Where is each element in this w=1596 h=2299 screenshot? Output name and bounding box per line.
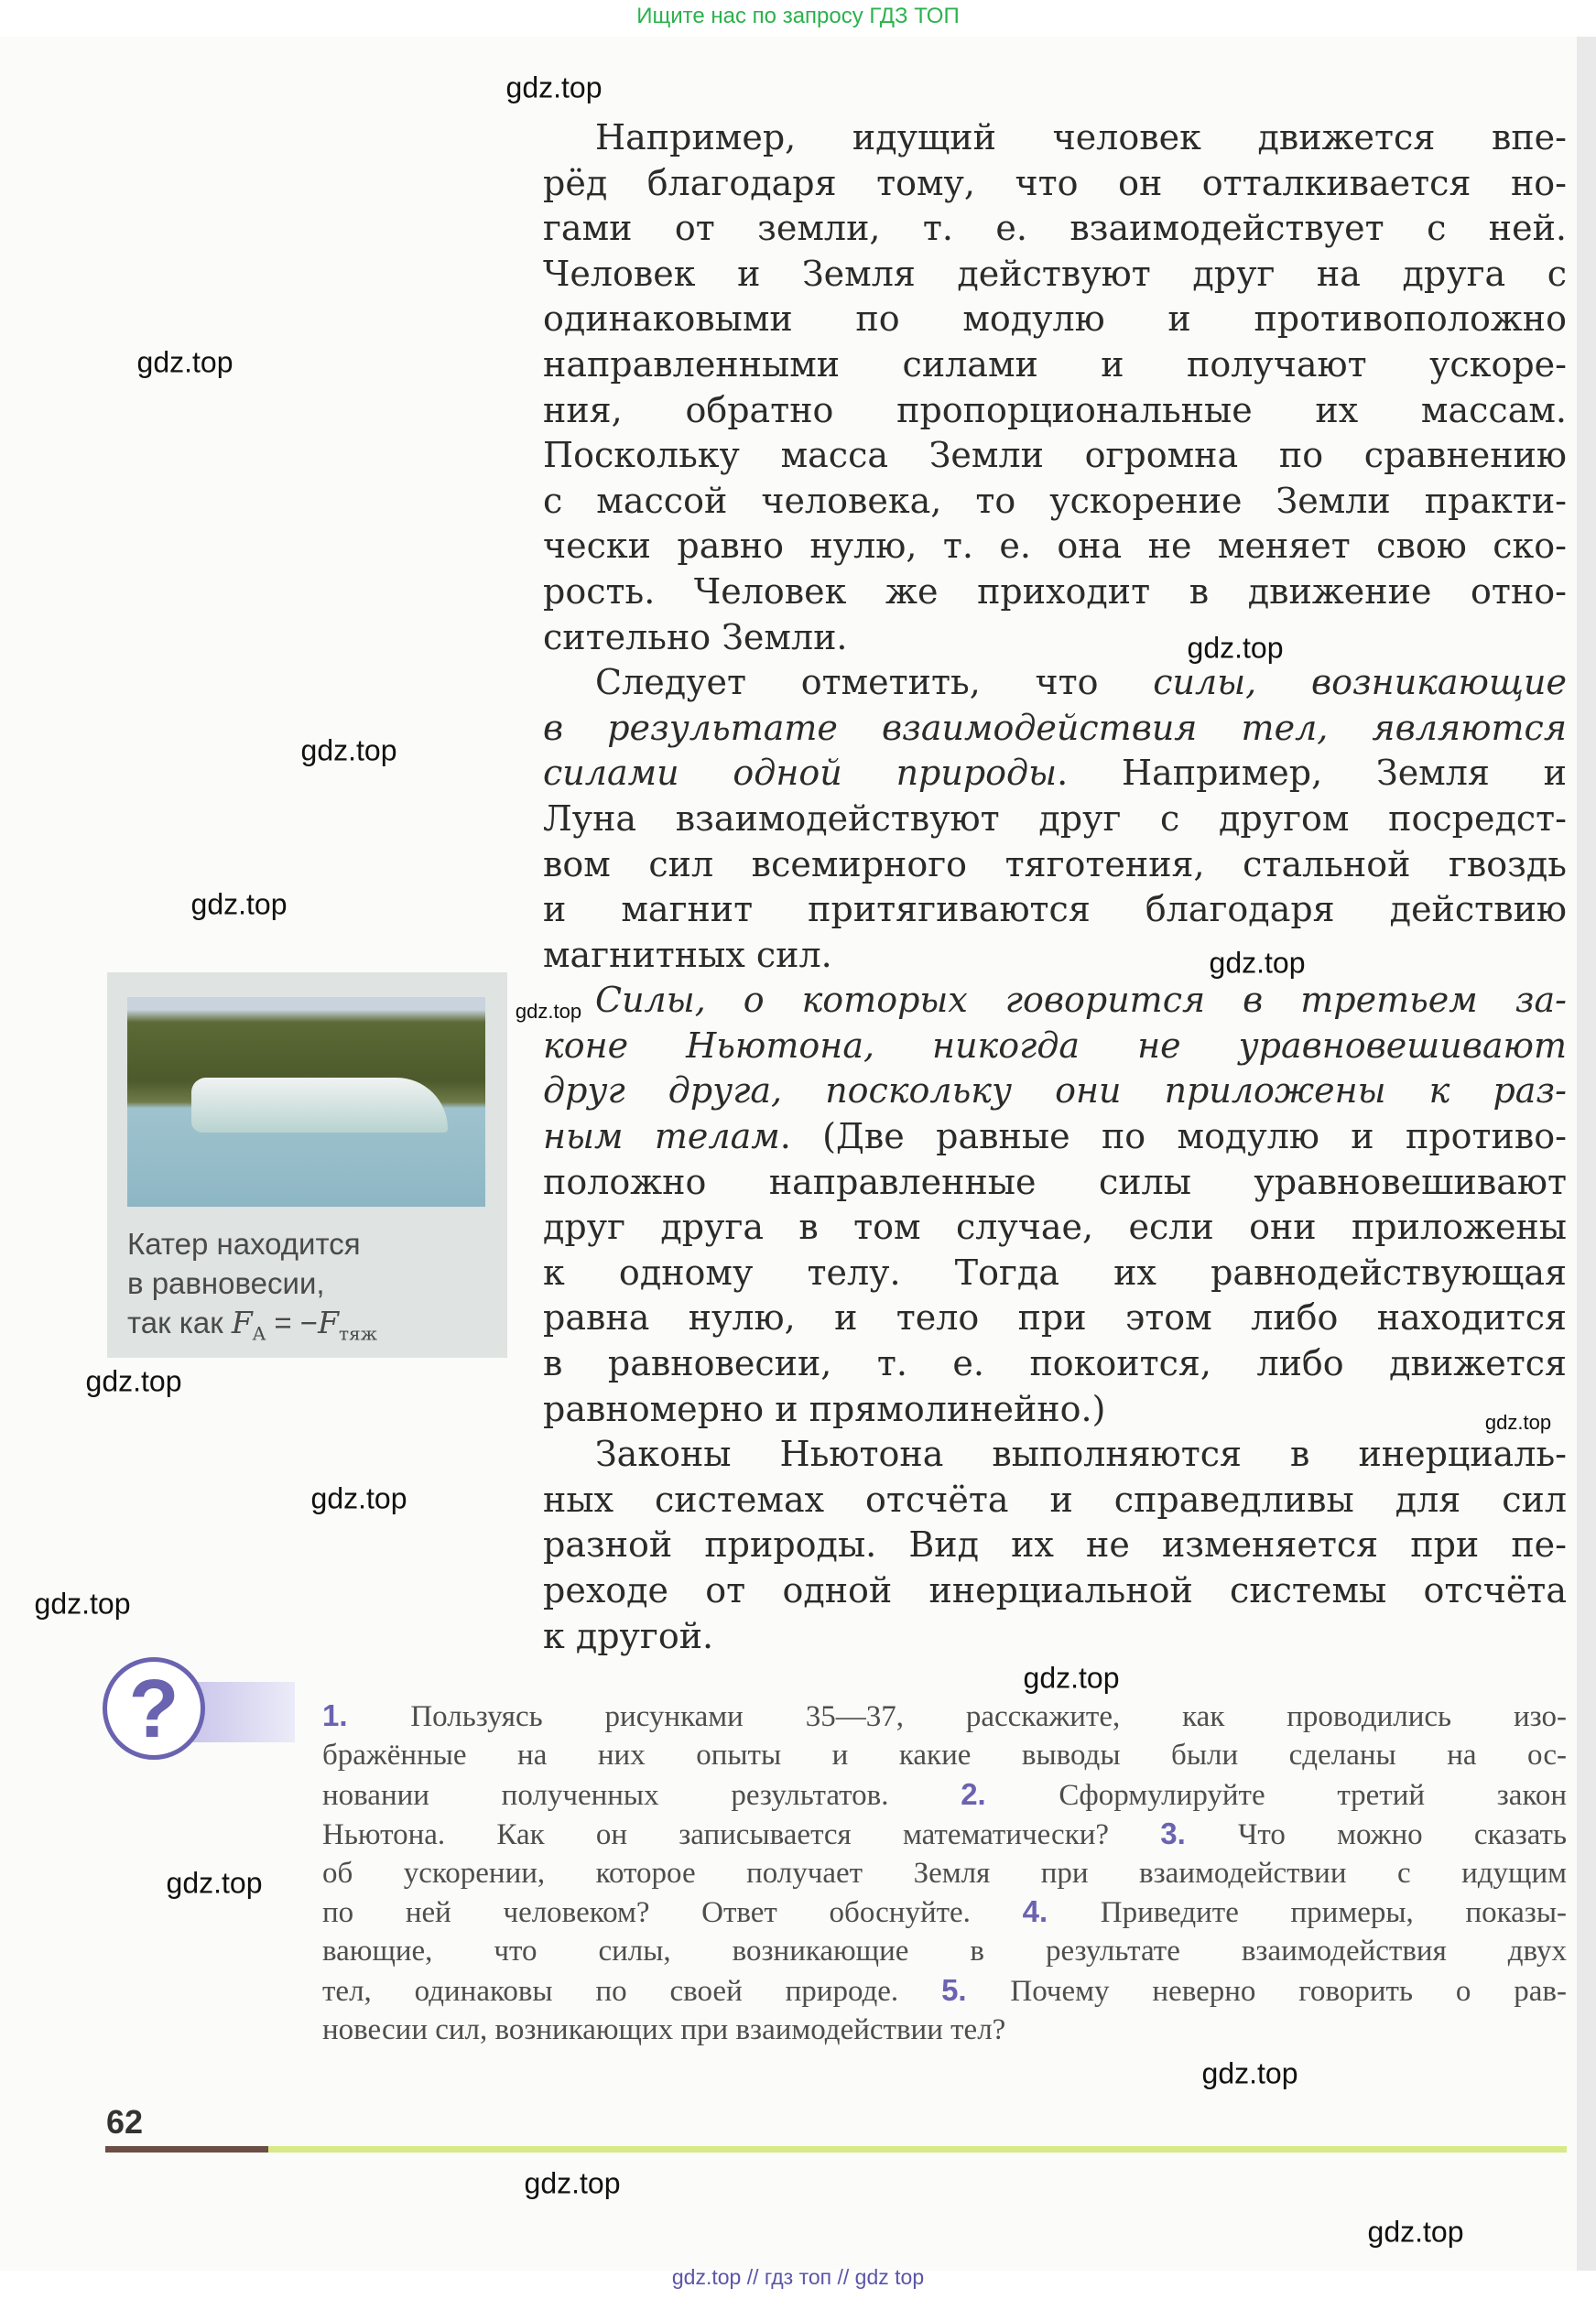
formula-sub: A	[252, 1322, 266, 1345]
formula-sub: тяж	[338, 1322, 378, 1345]
watermark: gdz.top	[166, 1866, 263, 1900]
text-line	[543, 933, 1567, 979]
text-line	[543, 1024, 1567, 1069]
text-line	[543, 706, 1567, 752]
footer-links[interactable]: gdz.top // гдз топ // gdz top	[671, 2265, 925, 2289]
text-segment: Приведите примеры, показы-	[1100, 1896, 1567, 1930]
watermark: gdz.top	[1209, 946, 1306, 980]
text-line	[543, 252, 1567, 298]
watermark: gdz.top	[85, 1364, 182, 1398]
text-segment: Законы Ньютона выполняются в инерциаль-	[595, 1434, 1567, 1475]
text-segment: направленными силами и получают ускоре-	[543, 343, 1567, 385]
question-number: 1.	[322, 1698, 411, 1732]
text-segment: к другой.	[543, 1615, 714, 1656]
watermark: gdz.top	[1023, 1661, 1120, 1695]
text-segment: Пользуясь рисунками 35—37, расскажите, как проводились изо-	[410, 1700, 1567, 1733]
footer-bar-dark	[105, 2146, 268, 2153]
text-line	[543, 206, 1567, 252]
text-line	[543, 797, 1567, 842]
text-segment: друг друга, поскольку они приложены к раз-	[543, 1070, 1567, 1112]
watermark: gdz.top	[190, 887, 288, 921]
text-segment: к одному телу. Тогда их равнодействующая	[543, 1252, 1567, 1293]
text-line	[543, 297, 1567, 342]
text-segment: одинаковыми по модулю и противоположно	[543, 298, 1567, 340]
text-line	[543, 388, 1567, 434]
text-segment: силами одной природы	[543, 753, 1058, 794]
text-line	[543, 524, 1567, 569]
questions-block	[322, 1697, 1567, 2050]
text-line	[543, 1114, 1567, 1160]
text-segment: новании полученных результатов.	[322, 1778, 961, 1812]
text-segment: разной природы. Вид их не изменяется при пе-	[543, 1524, 1567, 1566]
question-number: 5.	[941, 1973, 1011, 2008]
text-line	[322, 1815, 1567, 1854]
text-segment: Человек и Земля действуют друг на друга с	[543, 253, 1567, 294]
watermark: gdz.top	[1201, 2056, 1298, 2090]
watermark: gdz.top	[524, 2166, 621, 2200]
text-line	[543, 1068, 1567, 1114]
formula-op: = −	[266, 1306, 319, 1339]
text-segment: гами от земли, т. е. взаимодействует с ней.	[543, 208, 1567, 249]
text-segment: Следует отметить, что	[595, 662, 1154, 703]
text-segment: . (Две равные по модулю и противо-	[779, 1116, 1567, 1157]
text-segment: в равновесии, т. е. покоится, либо движется	[543, 1343, 1567, 1384]
text-segment: ных системах отсчёта и справедливы для сил	[543, 1479, 1567, 1520]
page-edge	[1577, 37, 1596, 2271]
text-segment: тел, одинаковы по своей природе.	[322, 1975, 942, 2009]
caption-line: в равновесии,	[127, 1266, 325, 1300]
text-segment: вом сил всемирного тяготения, стальной гвоздь	[543, 843, 1567, 884]
text-segment: об ускорении, которое получает Земля при взаимодействии с идущим	[322, 1856, 1567, 1890]
main-text	[543, 115, 1567, 1659]
question-number: 4.	[1022, 1894, 1101, 1929]
watermark: gdz.top	[310, 1481, 407, 1515]
text-segment: положно направленные силы уравновешивают	[543, 1161, 1567, 1202]
text-segment: Например, идущий человек движется впе-	[595, 117, 1567, 157]
formula-vector: F	[231, 1305, 253, 1340]
question-number: 2.	[961, 1776, 1059, 1811]
text-segment: Почему неверно говорить о рав-	[1010, 1975, 1567, 2009]
text-line	[322, 1736, 1567, 1775]
watermark: gdz.top	[136, 345, 233, 379]
text-line	[543, 842, 1567, 888]
text-segment: бражённые на них опыты и какие выводы были сделаны на ос-	[322, 1738, 1567, 1772]
text-segment: . Например, Земля и	[1057, 753, 1567, 794]
text-segment: чески равно нулю, т. е. она не меняет свою ско-	[543, 526, 1567, 567]
text-segment: магнитных сил.	[543, 934, 832, 975]
text-line	[543, 1160, 1567, 1206]
text-line	[322, 1854, 1567, 1893]
text-line	[543, 751, 1567, 797]
boat-image	[191, 1078, 448, 1133]
footer-bar-green	[268, 2146, 1567, 2153]
page-number: 62	[106, 2103, 144, 2141]
watermark: gdz.top	[1187, 631, 1284, 665]
text-segment: рость. Человек же приходит в движение отно-	[543, 570, 1567, 612]
text-segment: равна нулю, и тело при этом либо находится	[543, 1297, 1567, 1339]
text-segment: по ней человеком? Ответ обоснуйте.	[322, 1896, 1023, 1930]
watermark: gdz.top	[505, 70, 603, 104]
text-line	[322, 1932, 1567, 1971]
text-segment: Луна взаимодействуют друг с другом посредст-	[543, 797, 1567, 839]
watermark: gdz.top	[300, 733, 397, 767]
text-line	[543, 161, 1567, 207]
text-line	[543, 1432, 1567, 1478]
text-line	[543, 1341, 1567, 1387]
text-line	[543, 115, 1567, 161]
text-segment: коне Ньютона, никогда не уравновешивают	[543, 1025, 1567, 1066]
text-line	[543, 978, 1567, 1024]
text-segment: равномерно и прямолинейно.)	[543, 1388, 1106, 1429]
text-line	[543, 887, 1567, 933]
text-line	[543, 1614, 1567, 1660]
caption-line: Катер находится	[127, 1227, 361, 1261]
text-line	[543, 615, 1567, 661]
text-segment: силы, возникающие	[1153, 662, 1567, 703]
text-line	[543, 342, 1567, 388]
caption-text: так как	[127, 1306, 232, 1339]
watermark: gdz.top	[34, 1587, 131, 1621]
text-segment: новесии сил, возникающих при взаимодействии тел?	[322, 2013, 1006, 2047]
text-line	[543, 433, 1567, 479]
text-line	[543, 1568, 1567, 1614]
figure-boat	[107, 972, 507, 1358]
text-segment: Силы, о которых говорится в третьем за-	[595, 980, 1567, 1021]
text-segment: Сформулируйте третий закон	[1059, 1778, 1567, 1812]
text-line	[322, 1892, 1567, 1932]
text-line	[543, 1387, 1567, 1433]
text-line	[543, 1523, 1567, 1568]
watermark: gdz.top	[1484, 1411, 1552, 1434]
text-line	[543, 1478, 1567, 1524]
header-banner[interactable]: Ищите нас по запросу ГДЗ ТОП	[636, 4, 960, 28]
text-segment: в результате взаимодействия тел, являются	[543, 707, 1567, 748]
figure-caption	[127, 1224, 377, 1354]
text-segment: вающие, что силы, возникающие в результате взаимодействия двух	[322, 1935, 1567, 1968]
text-segment: и магнит притягиваются благодаря действию	[543, 889, 1567, 930]
text-segment: ния, обратно пропорциональные их массам.	[543, 389, 1567, 430]
text-segment: сительно Земли.	[543, 616, 848, 657]
text-line	[322, 2011, 1567, 2050]
text-line	[543, 569, 1567, 615]
formula-vector: F	[318, 1305, 339, 1340]
text-segment: Поскольку масса Земли огромна по сравнению	[543, 435, 1567, 476]
text-line	[322, 1697, 1567, 1736]
text-segment: ным телам	[543, 1116, 780, 1157]
text-line	[543, 479, 1567, 525]
question-mark-icon: ?	[103, 1657, 205, 1760]
text-line	[322, 1971, 1567, 2011]
text-line	[543, 660, 1567, 706]
question-number: 3.	[1160, 1816, 1238, 1850]
text-line	[322, 1775, 1567, 1815]
text-line	[543, 1205, 1567, 1251]
text-segment: с массой человека, то ускорение Земли практи-	[543, 480, 1567, 521]
watermark: gdz.top	[515, 1000, 582, 1023]
text-segment: друг друга в том случае, если они приложены	[543, 1207, 1567, 1248]
text-segment: рёд благодаря тому, что он отталкивается но-	[543, 162, 1567, 203]
text-segment: реходе от одной инерциальной системы отсчёта	[543, 1570, 1567, 1610]
text-line	[543, 1251, 1567, 1296]
caption-line	[127, 1303, 377, 1354]
text-line	[543, 1296, 1567, 1341]
text-segment: Что можно сказать	[1237, 1817, 1567, 1851]
boat-photo	[127, 997, 485, 1207]
text-segment: Ньютона. Как он записывается математически?	[322, 1817, 1161, 1851]
watermark: gdz.top	[1367, 2215, 1464, 2249]
